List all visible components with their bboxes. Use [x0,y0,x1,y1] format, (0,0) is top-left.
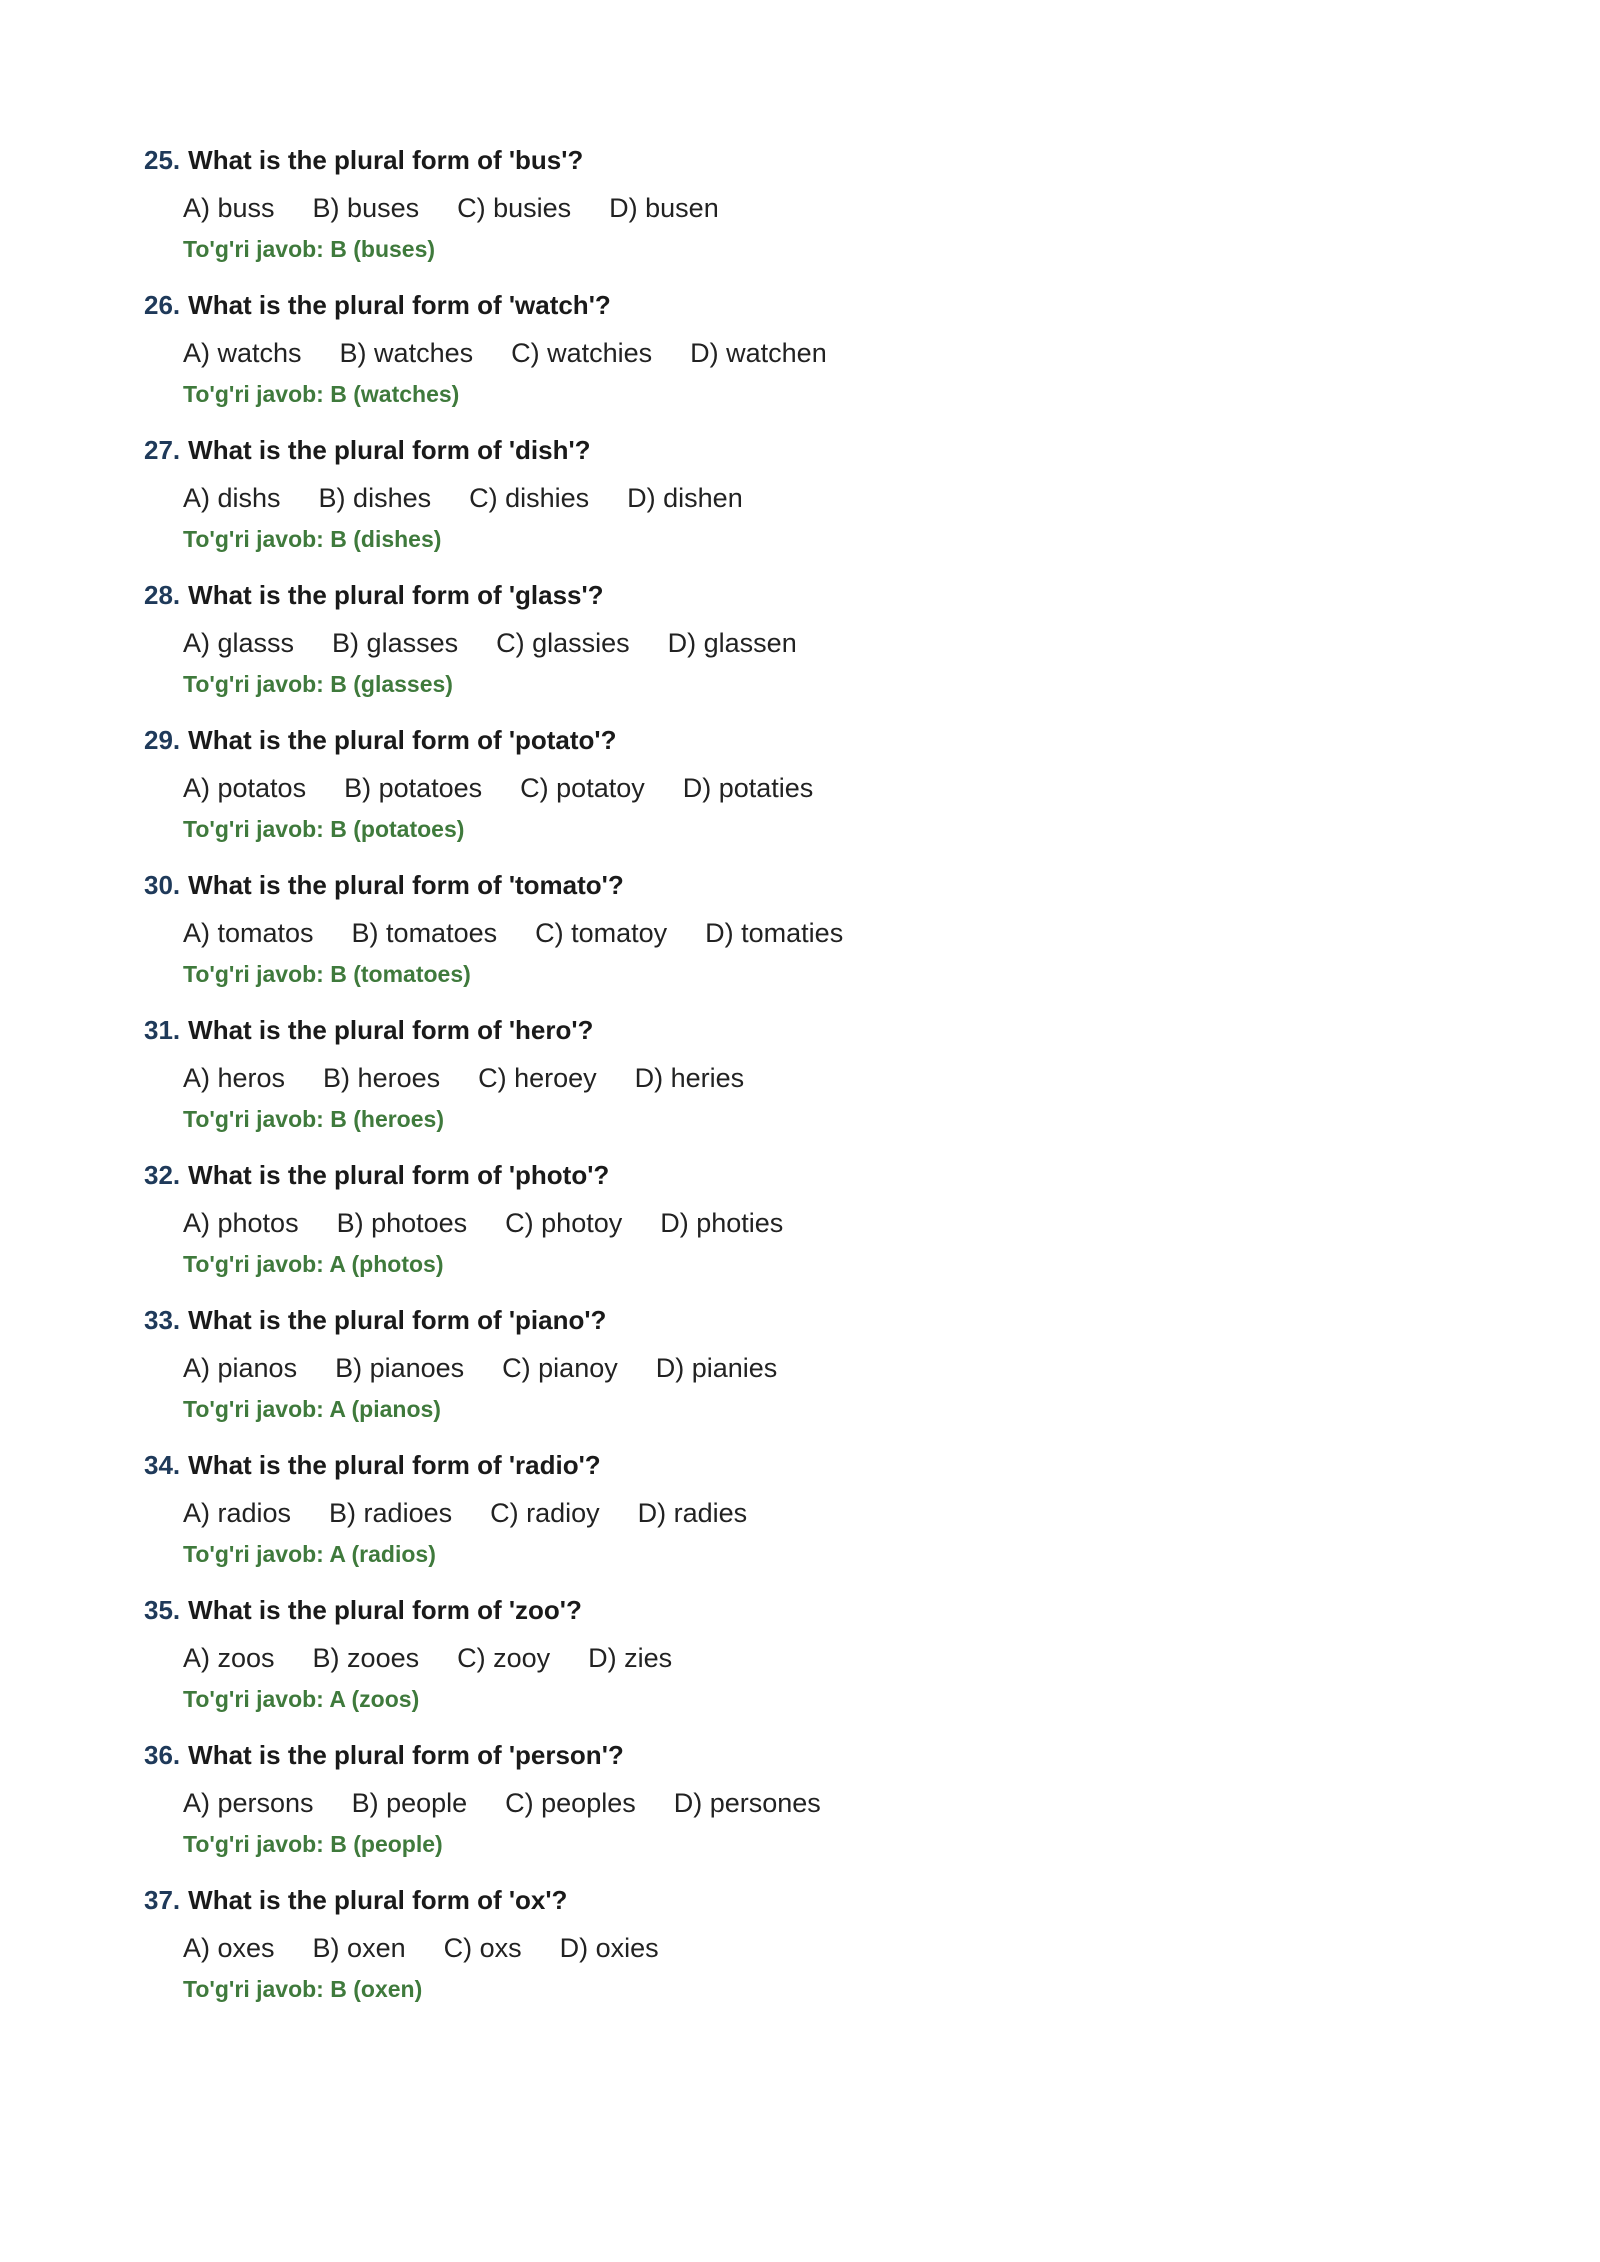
question-text: What is the plural form of 'photo'? [188,1160,610,1190]
question-item [144,140,1444,285]
question-number: 29. [144,725,181,755]
question-number: 36. [144,1740,181,1770]
question-number: 37. [144,1885,181,1915]
options-row [183,1638,1444,1678]
option-d: D) glassen [667,628,797,658]
question-text: What is the plural form of 'bus'? [188,145,584,175]
question-text: What is the plural form of 'potato'? [188,725,617,755]
options-row [183,333,1444,373]
question-line [144,1445,1444,1485]
question-item [144,1155,1444,1300]
question-line [144,575,1444,615]
correct-answer: To'g'ri javob: A (photos) [183,1251,444,1277]
option-a: A) pianos [183,1353,298,1383]
question-line [144,1155,1444,1195]
option-c: C) peoples [505,1788,636,1818]
options-row [183,1058,1444,1098]
option-d: D) pianies [655,1353,778,1383]
option-c: C) busies [457,193,572,223]
option-a: A) heros [183,1063,286,1093]
options-row [183,913,1444,953]
question-number: 26. [144,290,181,320]
option-b: B) watches [339,338,474,368]
option-c: C) heroey [478,1063,597,1093]
correct-answer: To'g'ri javob: A (pianos) [183,1396,441,1422]
question-text: What is the plural form of 'tomato'? [188,870,624,900]
options-row [183,188,1444,228]
correct-answer: To'g'ri javob: B (glasses) [183,671,453,697]
correct-answer: To'g'ri javob: B (oxen) [183,1976,423,2002]
option-c: C) zooy [457,1643,551,1673]
question-line [144,1300,1444,1340]
question-item [144,720,1444,865]
option-c: C) oxs [443,1933,522,1963]
question-item [144,575,1444,720]
question-text: What is the plural form of 'glass'? [188,580,604,610]
question-line [144,1735,1444,1775]
question-text: What is the plural form of 'zoo'? [188,1595,582,1625]
question-line [144,285,1444,325]
option-c: C) watchies [511,338,653,368]
option-b: B) oxen [312,1933,406,1963]
quiz-page [144,140,1444,2025]
question-item [144,430,1444,575]
question-number: 30. [144,870,181,900]
question-item [144,1010,1444,1155]
question-number: 35. [144,1595,181,1625]
option-d: D) potaties [682,773,814,803]
option-a: A) zoos [183,1643,275,1673]
question-text: What is the plural form of 'person'? [188,1740,624,1770]
question-text: What is the plural form of 'watch'? [188,290,611,320]
option-a: A) oxes [183,1933,275,1963]
options-row [183,1783,1444,1823]
question-text: What is the plural form of 'ox'? [188,1885,568,1915]
question-number: 32. [144,1160,181,1190]
option-b: B) buses [312,193,420,223]
question-item [144,1300,1444,1445]
option-d: D) zies [588,1643,673,1673]
option-c: C) dishies [469,483,590,513]
question-number: 25. [144,145,181,175]
options-row [183,1928,1444,1968]
correct-answer: To'g'ri javob: A (radios) [183,1541,436,1567]
correct-answer: To'g'ri javob: B (dishes) [183,526,442,552]
question-line [144,1880,1444,1920]
options-row [183,1203,1444,1243]
option-d: D) persones [673,1788,821,1818]
option-d: D) busen [609,193,719,223]
options-row [183,1348,1444,1388]
correct-answer: To'g'ri javob: B (people) [183,1831,443,1857]
option-b: B) heroes [323,1063,441,1093]
question-item [144,1735,1444,1880]
question-number: 34. [144,1450,181,1480]
option-c: C) radioy [490,1498,600,1528]
option-d: D) tomaties [705,918,844,948]
question-item [144,1590,1444,1735]
option-b: B) potatoes [344,773,483,803]
option-d: D) radies [637,1498,748,1528]
option-a: A) tomatos [183,918,314,948]
option-a: A) buss [183,193,275,223]
option-d: D) watchen [690,338,827,368]
correct-answer: To'g'ri javob: B (potatoes) [183,816,465,842]
question-line [144,140,1444,180]
option-b: B) tomatoes [351,918,498,948]
question-text: What is the plural form of 'radio'? [188,1450,601,1480]
question-number: 33. [144,1305,181,1335]
option-b: B) glasses [332,628,459,658]
question-text: What is the plural form of 'piano'? [188,1305,607,1335]
option-a: A) radios [183,1498,292,1528]
option-b: B) pianoes [335,1353,465,1383]
option-d: D) heries [634,1063,745,1093]
option-b: B) people [351,1788,468,1818]
options-row [183,768,1444,808]
option-d: D) oxies [559,1933,659,1963]
question-line [144,865,1444,905]
question-line [144,1590,1444,1630]
correct-answer: To'g'ri javob: B (buses) [183,236,436,262]
option-b: B) zooes [312,1643,420,1673]
option-b: B) dishes [318,483,432,513]
option-a: A) potatos [183,773,307,803]
correct-answer: To'g'ri javob: B (watches) [183,381,460,407]
question-item [144,1445,1444,1590]
option-a: A) watchs [183,338,302,368]
option-c: C) glassies [496,628,630,658]
option-a: A) photos [183,1208,299,1238]
question-item [144,865,1444,1010]
option-a: A) glasss [183,628,295,658]
question-item [144,1880,1444,2025]
option-b: B) radioes [329,1498,453,1528]
options-row [183,478,1444,518]
correct-answer: To'g'ri javob: B (heroes) [183,1106,444,1132]
option-d: D) dishen [627,483,743,513]
question-line [144,720,1444,760]
options-row [183,623,1444,663]
question-number: 31. [144,1015,181,1045]
question-item [144,285,1444,430]
option-d: D) photies [660,1208,784,1238]
correct-answer: To'g'ri javob: B (tomatoes) [183,961,471,987]
question-line [144,430,1444,470]
question-line [144,1010,1444,1050]
question-number: 28. [144,580,181,610]
option-c: C) photoy [505,1208,623,1238]
option-b: B) photoes [336,1208,468,1238]
question-text: What is the plural form of 'hero'? [188,1015,594,1045]
option-c: C) pianoy [502,1353,618,1383]
option-a: A) dishs [183,483,281,513]
question-text: What is the plural form of 'dish'? [188,435,591,465]
option-c: C) tomatoy [535,918,668,948]
option-a: A) persons [183,1788,314,1818]
options-row [183,1493,1444,1533]
question-number: 27. [144,435,181,465]
correct-answer: To'g'ri javob: A (zoos) [183,1686,420,1712]
option-c: C) potatoy [520,773,645,803]
